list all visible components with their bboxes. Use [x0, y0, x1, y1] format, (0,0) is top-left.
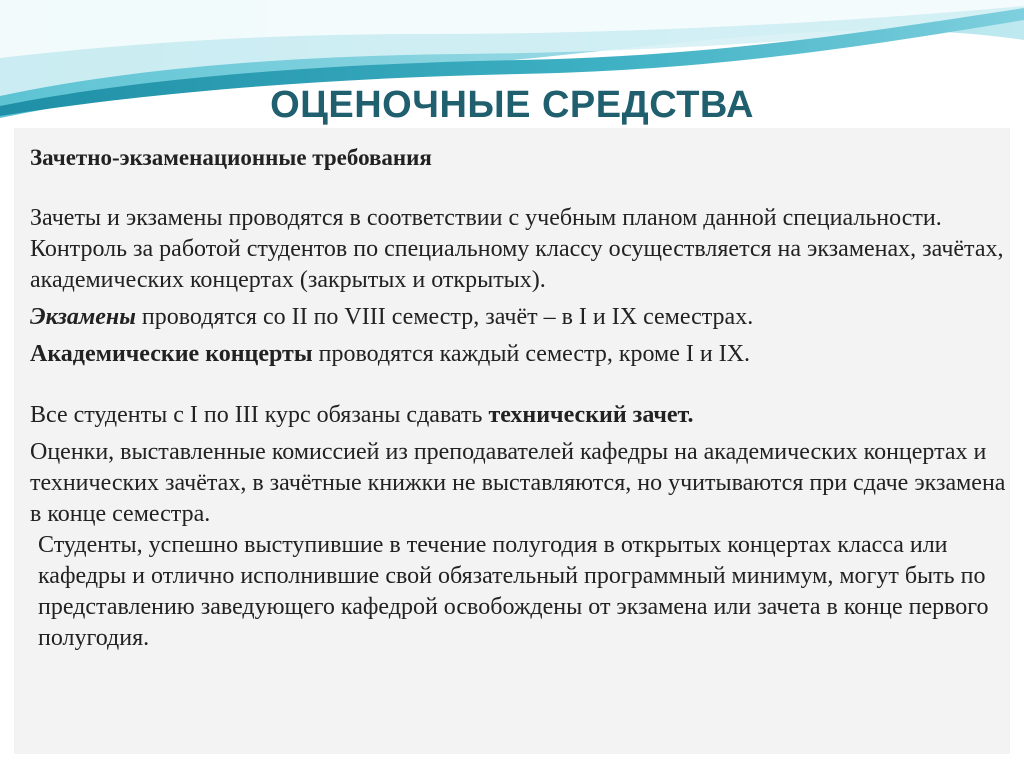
paragraph-technical	[30, 400, 1010, 431]
paragraph-exemption: Студенты, успешно выступившие в течение полугодия в открытых концертах класса или кафедры и отлично исполнившие свой обязательный программный минимум, могут быть по представлению заведующего кафедрой освобождены от экзамена или зачета в конце первого полугодия.	[38, 532, 989, 651]
slide-body	[30, 142, 1010, 654]
paragraph-control: Контроль за работой студентов по специальному классу осуществляется на экзаменах, зачётах, академических концертах (закрытых и открытых).	[30, 236, 1004, 293]
technical-term: технический зачет.	[488, 402, 694, 428]
paragraph-concerts	[30, 339, 1010, 370]
paragraph-credits-exams: Зачеты и экзамены проводятся в соответствии с учебным планом данной специальности.	[30, 205, 942, 231]
paragraph-grades: Оценки, выставленные комиссией из преподавателей кафедры на академических концертах и технических зачётах, в зачётные книжки не выставляются, но учитываются при сдаче экзамена в конце семестра.	[30, 439, 1006, 527]
technical-text: Все студенты с I по III курс обязаны сдавать	[30, 402, 489, 428]
concerts-term: Академические концерты	[30, 341, 313, 367]
exams-text: проводятся со II по VIII семестр, зачёт – в I и IX семестрах.	[135, 304, 754, 330]
paragraph-exams	[30, 302, 1010, 333]
subheading: Зачетно-экзаменационные требования	[30, 145, 432, 170]
exams-term: Экзамены	[30, 304, 136, 330]
concerts-text: проводятся каждый семестр, кроме I и IX.	[312, 341, 751, 367]
slide-title: ОЦЕНОЧНЫЕ СРЕДСТВА	[270, 84, 754, 126]
